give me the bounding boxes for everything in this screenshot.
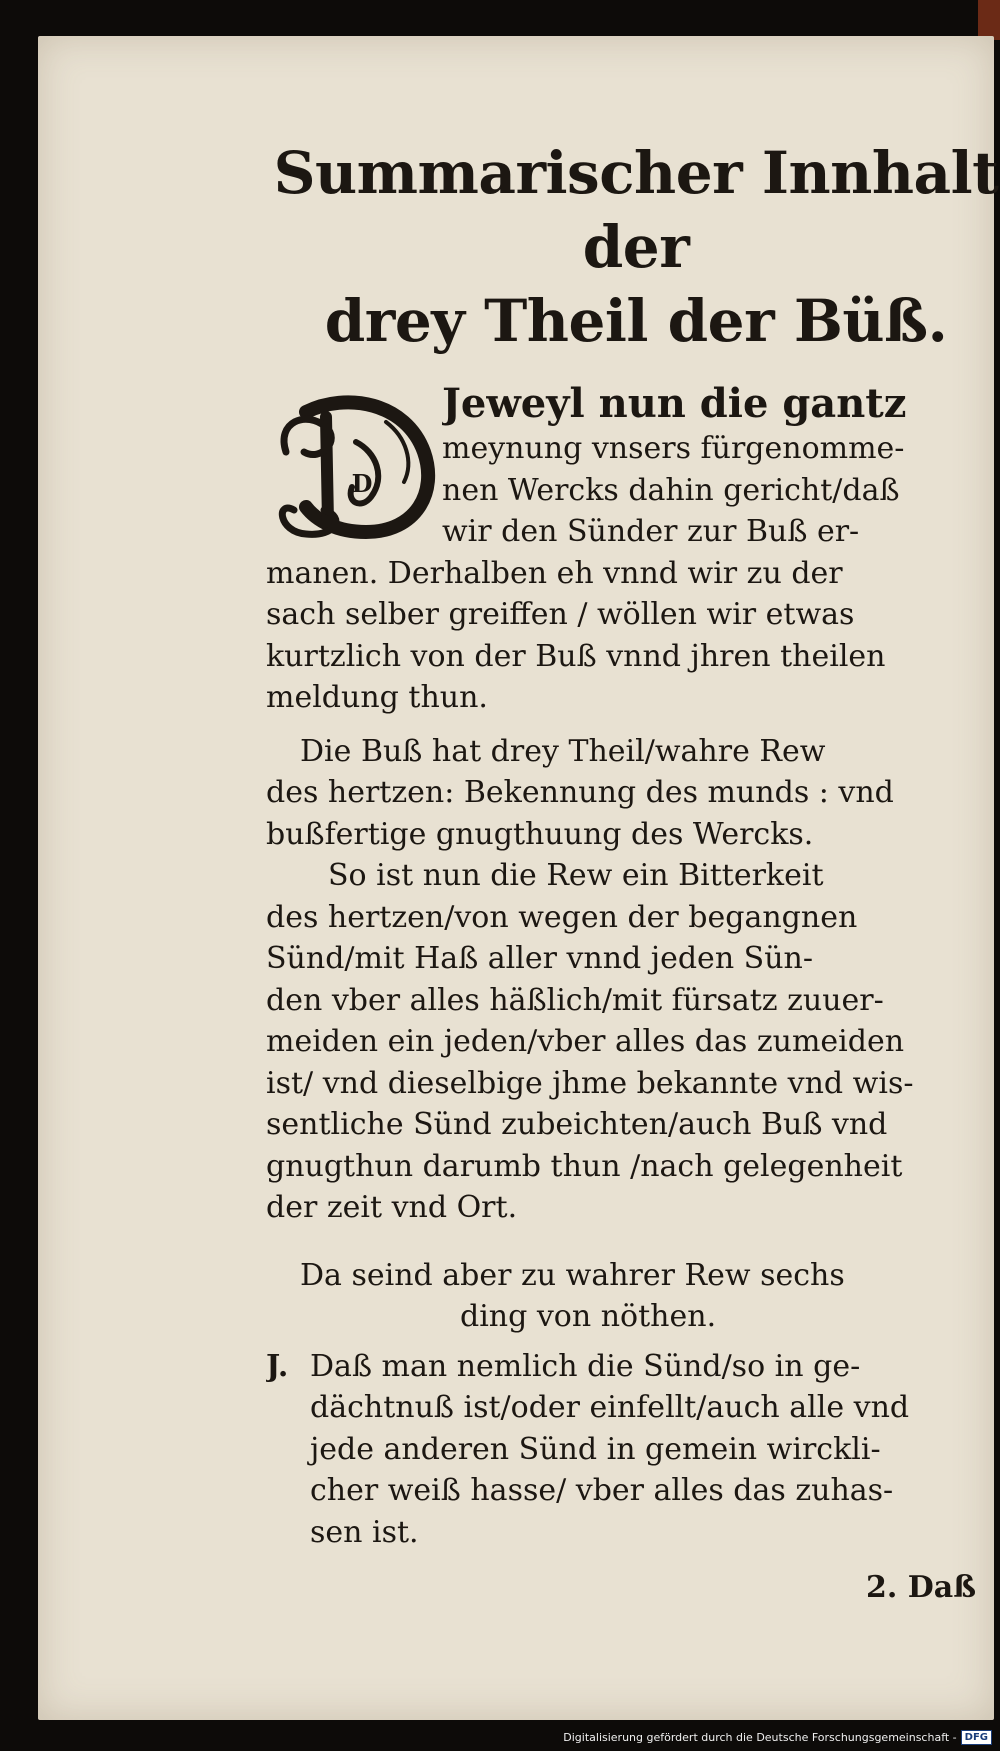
paragraph-intro bbox=[266, 380, 1000, 719]
initial-letter: D bbox=[351, 469, 373, 498]
text-line: meiden ein jeden/vber alles das zumeiden bbox=[266, 1024, 905, 1059]
text-line: kurtzlich von der Buß vnnd jhren theilen bbox=[266, 638, 886, 674]
text-line: der zeit vnd Ort. bbox=[266, 1190, 518, 1225]
paragraph-rew-definition bbox=[266, 855, 1000, 1229]
text-line: manen. Derhalben eh vnnd wir zu der bbox=[266, 555, 843, 591]
list-item bbox=[266, 1346, 1000, 1554]
text-line: sach selber greiffen / wöllen wir etwas bbox=[266, 597, 855, 632]
dfg-logo: DFG bbox=[961, 1730, 992, 1745]
text-line: bußfertige gnugthuung des Wercks. bbox=[266, 816, 814, 852]
text-line: Daß man nemlich die Sünd/so in ge- bbox=[310, 1348, 861, 1384]
text-line: gnugthun darumb thun /nach gelegenheit bbox=[266, 1148, 903, 1184]
text-line: nen Wercks dahin gericht/daß bbox=[442, 472, 900, 508]
page-title bbox=[266, 136, 1000, 358]
text-line: sen ist. bbox=[310, 1514, 419, 1550]
text-line: den vber alles häßlich/mit fürsatz zuuer- bbox=[266, 982, 884, 1018]
decorated-initial-d-icon bbox=[266, 382, 436, 550]
text-line: des hertzen: Bekennung des munds : vnd bbox=[266, 775, 894, 810]
text-line: des hertzen/von wegen der begangnen bbox=[266, 899, 858, 935]
text-line: Die Buß hat drey Theil/wahre Rew bbox=[300, 733, 826, 769]
text-line: Jeweyl nun die gantz bbox=[442, 380, 907, 427]
text-line: Sünd/mit Haß aller vnnd jeden Sün- bbox=[266, 941, 814, 976]
book-page bbox=[38, 36, 999, 1720]
text-line: meynung vnsers fürgenomme- bbox=[442, 431, 905, 466]
book-edge bbox=[978, 0, 1000, 40]
text-line: cher weiß hasse/ vber alles das zuhas- bbox=[310, 1473, 894, 1508]
section-heading bbox=[266, 1255, 1000, 1338]
digitization-credit bbox=[563, 1730, 992, 1745]
text-line: So ist nun die Rew ein Bitterkeit bbox=[328, 858, 824, 893]
page-text bbox=[266, 136, 1000, 1609]
heading-line: Da seind aber zu wahrer Rew sechs bbox=[300, 1257, 845, 1293]
text-line: jede anderen Sünd in gemein wirckli- bbox=[310, 1431, 881, 1467]
heading-line: ding von nöthen. bbox=[460, 1299, 717, 1334]
title-line-1: Summarischer Innhalt der bbox=[273, 139, 999, 281]
title-line-2: drey Theil der Büß. bbox=[324, 287, 948, 355]
text-line: wir den Sünder zur Buß er- bbox=[442, 514, 860, 549]
text-line: ist/ vnd dieselbige jhme bekannte vnd wis- bbox=[266, 1065, 914, 1101]
text-line: dächtnuß ist/oder einfellt/auch alle vnd bbox=[310, 1390, 910, 1425]
catchword: 2. Daß bbox=[865, 1570, 976, 1605]
list-number: J. bbox=[266, 1348, 289, 1384]
text-line: sentliche Sünd zubeichten/auch Buß vnd bbox=[266, 1107, 888, 1142]
paragraph-three-parts bbox=[266, 731, 1000, 856]
credit-text: Digitalisierung gefördert durch die Deutsche Forschungsgemeinschaft - bbox=[563, 1731, 957, 1744]
text-line: meldung thun. bbox=[266, 680, 488, 715]
